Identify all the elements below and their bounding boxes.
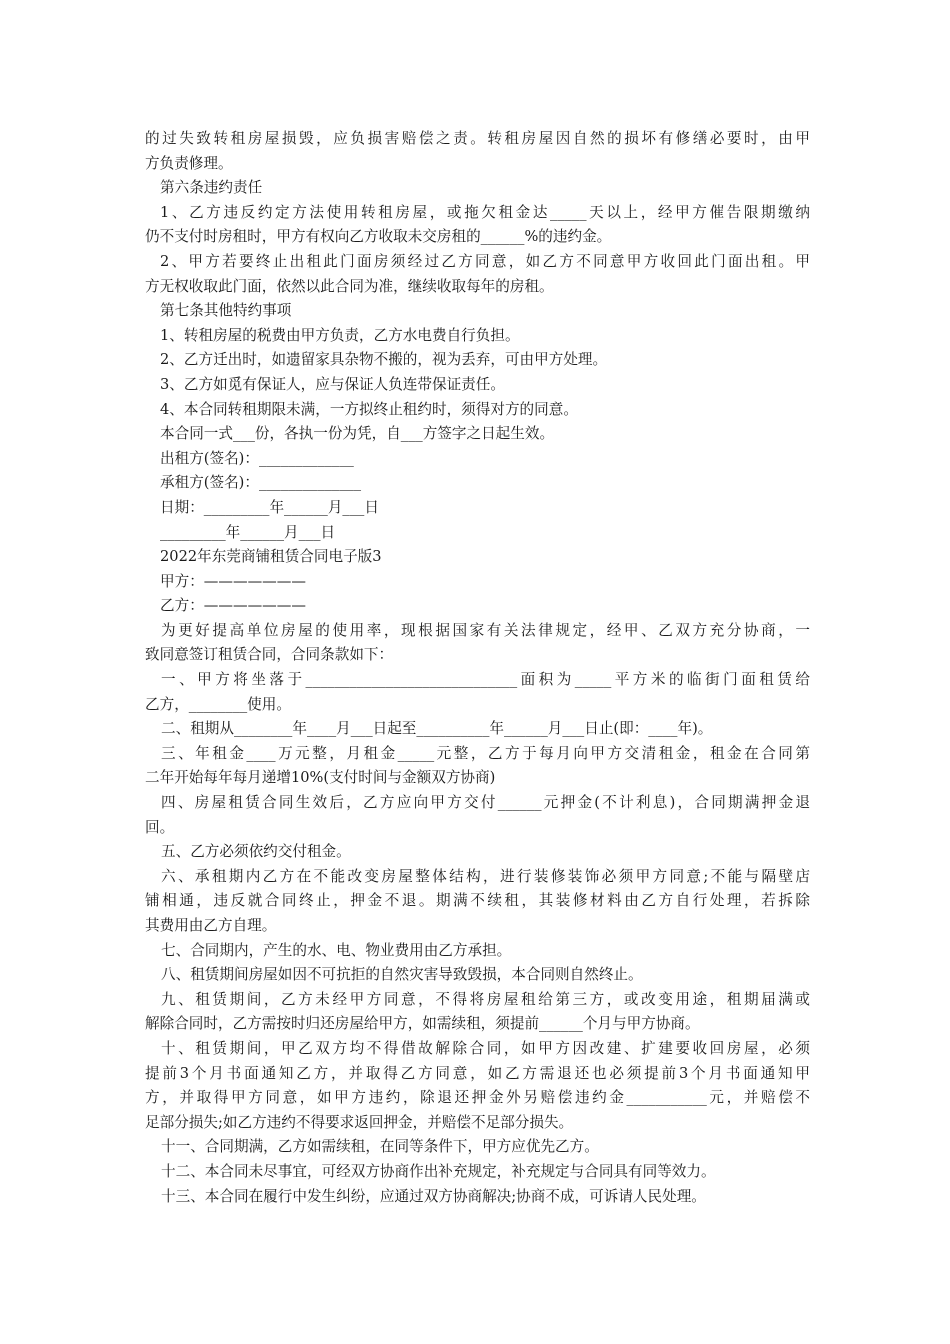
text-line: 一、甲方将坐落于_____________________________面积为_____平方米的临街门面租赁给: [161, 671, 810, 689]
text-line: 九、租赁期间，乙方未经甲方同意，不得将房屋租给第三方，或改变用途，租期届满或: [161, 990, 810, 1008]
text-line: 六、承租期内乙方在不能改变房屋整体结构，进行装修装饰必须甲方同意;不能与隔壁店: [161, 867, 810, 885]
text-line: 回。: [145, 818, 175, 836]
text-line: 第六条违约责任: [160, 179, 263, 197]
text-line: 七、合同期内，产生的水、电、物业费用由乙方承担。: [161, 941, 512, 959]
text-line: 三、年租金____万元整，月租金_____元整，乙方于每月向甲方交清租金，租金在合同第: [161, 744, 810, 762]
text-line: 五、乙方必须依约交付租金。: [161, 843, 351, 861]
text-line: 提前3个月书面通知乙方，并取得乙方同意，如乙方需退还也必须提前3个月书面通知甲: [145, 1064, 810, 1082]
text-line: 四、房屋租赁合同生效后，乙方应向甲方交付______元押金(不计利息)，合同期满押金退: [161, 794, 810, 812]
text-line: 十三、本合同在履行中发生纠纷，应通过双方协商解决;协商不成，可诉请人民处理。: [161, 1187, 706, 1205]
text-line: 解除合同时，乙方需按时归还房屋给甲方，如需续租，须提前______个月与甲方协商。: [145, 1015, 700, 1033]
text-line: 方，并取得甲方同意，如甲方违约，除退还押金外另赔偿违约金___________元，并赔偿不: [145, 1089, 810, 1107]
text-line: 承租方(签名)：______________: [160, 474, 362, 492]
text-line: 方负责修理。: [145, 154, 233, 172]
text-line: 乙方，________使用。: [145, 695, 291, 713]
text-line: 其费用由乙方自理。: [145, 917, 277, 934]
text-line: 4、本合同转租期限未满，一方拟终止租约时，须得对方的同意。: [160, 400, 578, 418]
text-line: 乙方：———————: [160, 597, 306, 615]
text-line: 致同意签订租赁合同，合同条款如下：: [145, 646, 394, 664]
text-line: 二年开始每年每月递增10%(支付时间与金额双方协商): [145, 769, 496, 787]
text-line: _________年______月___日: [160, 523, 336, 541]
text-line: 1、乙方违反约定方法使用转租房屋，或拖欠租金达_____天以上，经甲方催告限期缴纳: [160, 203, 810, 221]
text-line: 2、甲方若要终止出租此门面房须经过乙方同意，如乙方不同意甲方收回此门面出租。甲: [160, 252, 810, 270]
text-line: 仍不支付时房租时，甲方有权向乙方收取未交房租的______%的违约金。: [145, 228, 612, 246]
text-line: 方无权收取此门面，依然以此合同为准，继续收取每年的房租。: [145, 277, 554, 295]
text-line: 本合同一式___份，各执一份为凭，自___方签字之日起生效。: [160, 425, 555, 443]
document-body: [145, 127, 810, 1209]
text-line: 为更好提高单位房屋的使用率，现根据国家有关法律规定，经甲、乙双方充分协商，一: [161, 621, 810, 639]
text-line: 2022年东莞商铺租赁合同电子版3: [160, 548, 382, 566]
text-line: 3、乙方如觅有保证人，应与保证人负连带保证责任。: [160, 375, 505, 393]
text-line: 甲方：———————: [160, 572, 306, 590]
text-line: 第七条其他特约事项: [160, 302, 292, 320]
text-line: 铺相通，违反就合同终止，押金不退。期满不续租，其装修材料由乙方自行处理，若拆除: [145, 892, 810, 910]
text-line: 十二、本合同未尽事宜，可经双方协商作出补充规定，补充规定与合同具有同等效力。: [161, 1162, 716, 1180]
text-line: 十、租赁期间，甲乙双方均不得借故解除合同，如甲方因改建、扩建要收回房屋，必须: [161, 1039, 810, 1057]
text-line: 足部分损失;如乙方违约不得要求返回押金，并赔偿不足部分损失。: [145, 1113, 574, 1131]
text-line: 1、转租房屋的税费由甲方负责，乙方水电费自行负担。: [160, 326, 520, 344]
text-line: 八、租赁期间房屋如因不可抗拒的自然灾害导致毁损，本合同则自然终止。: [161, 966, 643, 984]
text-line: 十一、合同期满，乙方如需续租，在同等条件下，甲方应优先乙方。: [161, 1138, 599, 1156]
text-line: 二、租期从________年____月___日起至__________年______月___日止(即：____年)。: [161, 720, 713, 738]
text-line: 日期：_________年______月___日: [160, 498, 379, 516]
text-line: 2、乙方迁出时，如遗留家具杂物不搬的，视为丢弃，可由甲方处理。: [160, 351, 608, 369]
text-line: 出租方(签名)：_____________: [160, 449, 354, 467]
text-line: 的过失致转租房屋损毁，应负损害赔偿之责。转租房屋因自然的损坏有修缮必要时，由甲: [145, 130, 810, 147]
